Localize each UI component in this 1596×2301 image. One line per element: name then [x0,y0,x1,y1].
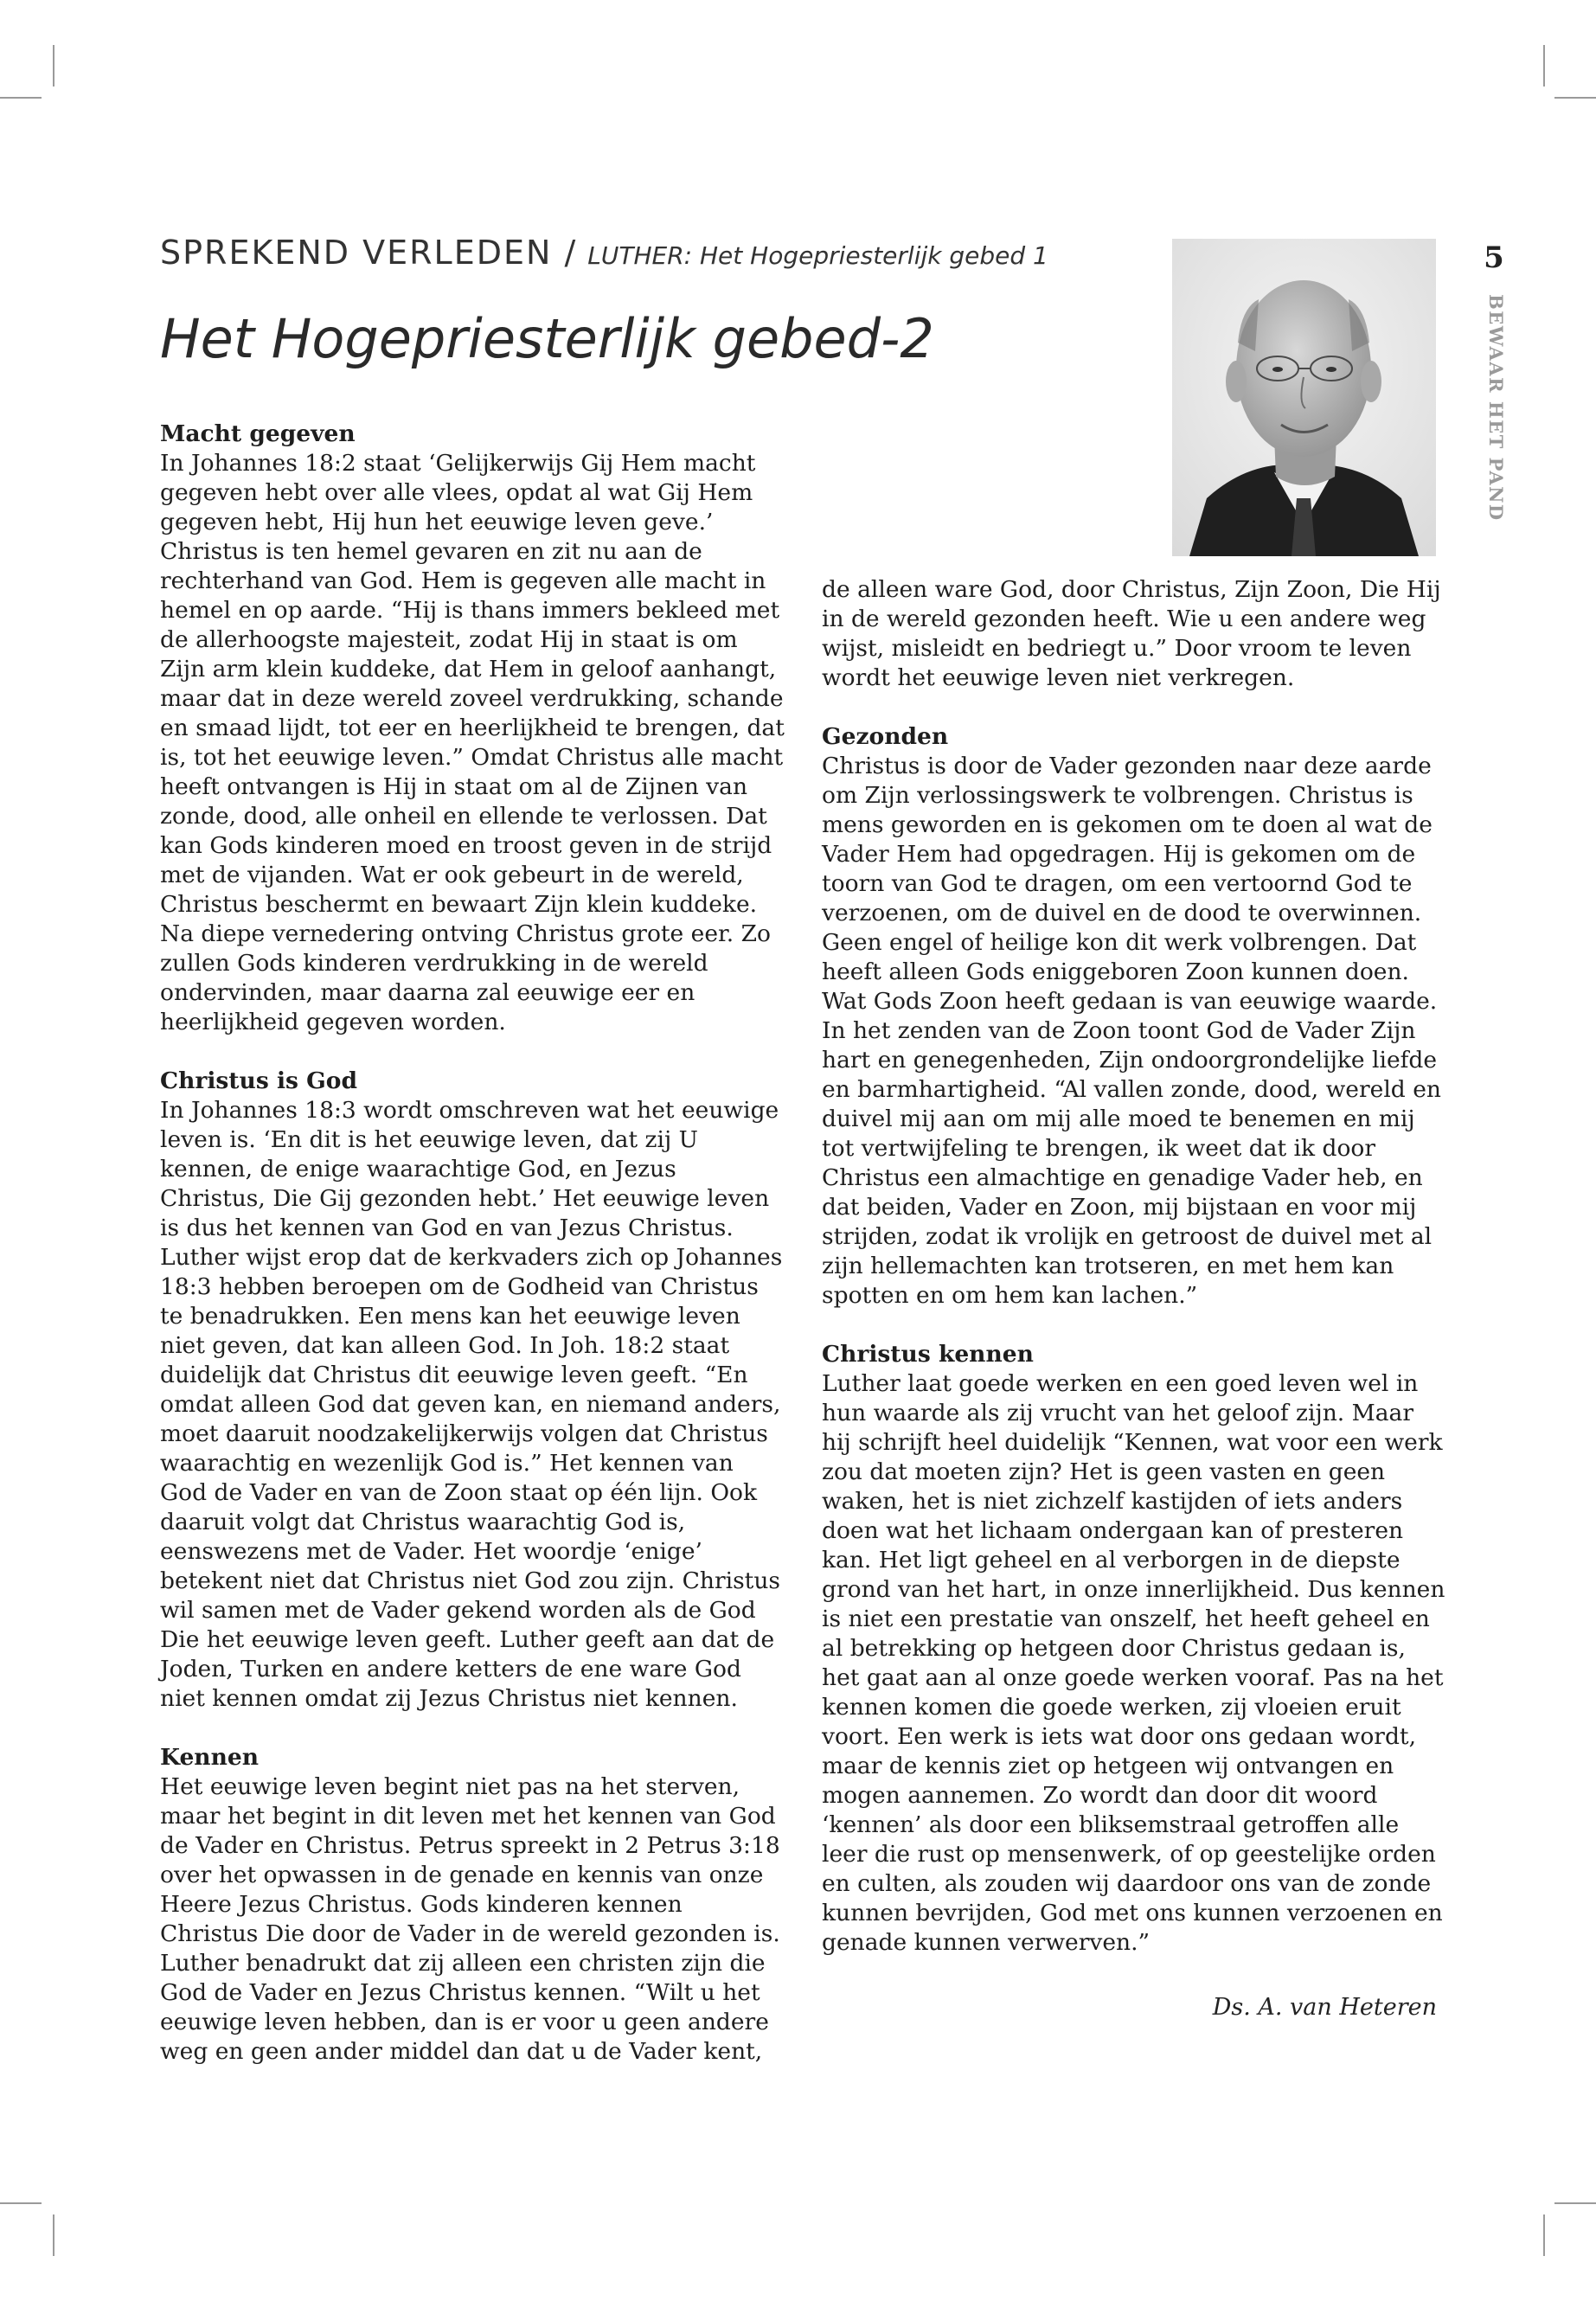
crop-mark [53,2214,54,2256]
section-body: In Johannes 18:3 wordt omschreven wat het eeuwige leven is. ‘En dit is het eeuwige leven, dat zij U kennen, de enige waarachtige God, en Jezus Christus, Die Gij gezonden hebt.’ Het eeuwige leven is dus het kennen van God en van Jezus Christus. Luther wijst erop dat de kerkvaders zich op Johannes 18:3 hebben beroepen om de Godheid van Christus te benadrukken. Een mens kan het eeuwige leven niet geven, dat kan alleen God. In Joh. 18:2 staat duidelijk dat Christus dit eeuwige leven geeft. “En omdat alleen God dat geven kan, en niemand anders, moet daaruit noodzakelijkerwijs volgen dat Christus waarachtig en wezenlijk God is.” Het kennen van God de Vader en van de Zoon staat op één lijn. Ook daaruit volgt dat Christus waarachtig God is, eenswezens met de Vader. Het woordje ‘enige’ betekent niet dat Christus niet God zou zijn. Christus wil samen met de Vader gekend worden als de God Die het eeuwige leven geeft. Luther geeft aan dat de Joden, Turken en andere ketters de ene ware God niet kennen omdat zij Jezus Christus niet kennen. [160,1097,783,1712]
crop-mark [0,2202,42,2204]
author-signature: Ds. A. van Heteren [1212,1994,1437,2021]
column-right [822,575,1449,1987]
section-heading: Christus kennen [822,1341,1034,1368]
section-heading: Christus is God [160,1067,358,1094]
running-title: BEWAAR HET PAND [1485,294,1507,522]
crop-mark [1543,2214,1545,2256]
crop-mark [53,45,54,87]
author-photo [1172,239,1436,556]
section-heading: Macht gegeven [160,420,356,447]
header-separator: / [564,234,576,272]
crop-mark [0,97,42,99]
page-header [160,234,1155,272]
section-body: Luther laat goede werken en een goed leven wel in hun waarde als zij vrucht van het geloof zijn. Maar hij schrijft heel duidelijk “Kennen, wat voor een werk zou dat moeten zijn? Het is geen vasten en geen waken, het is niet zichzelf kastijden of iets anders doen wat het lichaam ondergaan kan of presteren kan. Het ligt geheel en al verborgen in de diepste grond van het hart, in onze innerlijkheid. Dus kennen is niet een prestatie van onszelf, het heeft geheel en al betrekking op hetgeen door Christus gedaan is, het gaat aan al onze goede werken vooraf. Pas na het kennen komen die goede werken, zij vloeien eruit voort. Een werk is iets wat door ons gedaan wordt, maar de kennis ziet op hetgeen wij ontvangen en mogen aannemen. Zo wordt dan door dit woord ‘kennen’ als door een bliksemstraal getroffen alle leer die rust op mensenwerk, of op geestelijke orden en culten, als zouden wij daardoor ons van de zonde kunnen bevrijden, God met ons kunnen verzoenen en genade kunnen verwerven.” [822,1370,1445,1956]
page-number: 5 [1484,240,1504,275]
section-body: Christus is door de Vader gezonden naar deze aarde om Zijn verlossingswerk te volbrengen. Christus is mens geworden en is gekomen om te doen al wat de Vader Hem had opgedragen. Hij is gekomen om de toorn van God te dragen, om een vertoornd God te verzoenen, om de duivel en de dood te overwinnen. Geen engel of heilige kon dit werk volbrengen. Dat heeft alleen Gods eniggeboren Zoon kunnen doen. Wat Gods Zoon heeft gedaan is van eeuwige waarde. In het zenden van de Zoon toont God de Vader Zijn hart en genegenheden, Zijn ondoorgrondelijke liefde en barmhartigheid. “Al vallen zonde, dood, wereld en duivel mij aan om mij alle moed te benemen en mij tot vertwijfeling te brengen, ik weet dat ik door Christus een almachtige en genadige Vader heb, en dat beiden, Vader en Zoon, mij bijstaan en voor mij strijden, zodat ik vrolijk en getroost de duivel met al zijn hellemachten kan trotseren, en met hem kan spotten en om hem kan lachen.” [822,753,1441,1309]
crop-mark [1554,2202,1596,2204]
portrait-illustration [1172,239,1436,556]
article-title: Het Hogepriesterlijk gebed-2 [160,307,934,370]
header-subtitle: LUTHER: Het Hogepriesterlijk gebed 1 [587,241,1048,270]
section-heading: Gezonden [822,723,949,750]
crop-mark [1543,45,1545,87]
section-title: SPREKEND VERLEDEN [160,234,553,272]
section-body: Het eeuwige leven begint niet pas na het sterven, maar het begint in dit leven met het kennen van God de Vader en Christus. Petrus spreekt in 2 Petrus 3:18 over het opwassen in de genade en kennis van onze Heere Jezus Christus. Gods kinderen kennen Christus Die door de Vader in de wereld gezonden is. Luther benadrukt dat zij alleen een christen zijn die God de Vader en Jezus Christus kennen. “Wilt u het eeuwige leven hebben, dan is er voor u geen andere weg en geen ander middel dan dat u de Vader kent, [160,1773,780,2065]
section-body-continued: de alleen ware God, door Christus, Zijn Zoon, Die Hij in de wereld gezonden heeft. Wie u een andere weg wijst, misleidt en bedriegt u.” Door vroom te leven wordt het eeuwige leven niet verkregen. [822,576,1441,691]
section-heading: Kennen [160,1744,259,1771]
section-body: In Johannes 18:2 staat ‘Gelijkerwijs Gij Hem macht gegeven hebt over alle vlees, opdat al wat Gij Hem gegeven hebt, Hij hun het eeuwige leven geve.’ Christus is ten hemel gevaren en zit nu aan de rechterhand van God. Hem is gegeven alle macht in hemel en op aarde. “Hij is thans immers bekleed met de allerhoogste majesteit, zodat Hij in staat is om Zijn arm klein kuddeke, dat Hem in geloof aanhangt, maar dat in deze wereld zoveel verdrukking, schande en smaad lijdt, tot eer en heerlijkheid te brengen, dat is, tot het eeuwige leven.” Omdat Christus alle macht heeft ontvangen is Hij in staat om al de Zijnen van zonde, dood, alle onheil en ellende te verlossen. Dat kan Gods kinderen moed en troost geven in de strijd met de vijanden. Wat er ook gebeurt in de wereld, Christus beschermt en bewaart Zijn klein kuddeke. Na diepe vernedering ontving Christus grote eer. Zo zullen Gods kinderen verdrukking in de wereld ondervinden, maar daarna zal eeuwige eer en heerlijkheid gegeven worden. [160,450,785,1035]
column-left [160,420,787,2096]
crop-mark [1554,97,1596,99]
